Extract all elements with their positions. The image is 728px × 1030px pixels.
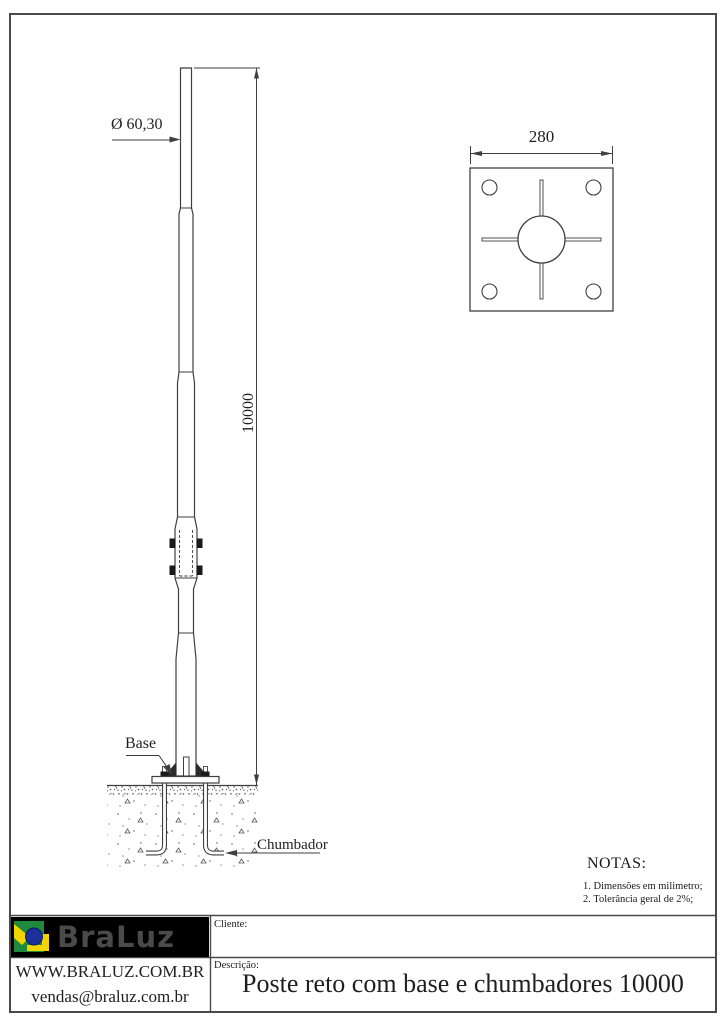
- diameter-label: Ø 60,30: [111, 116, 163, 133]
- company-logo: [11, 917, 209, 957]
- foundation-hatch: [107, 786, 258, 868]
- arrow-right: [170, 137, 181, 143]
- logo-wordmark: BraLuz: [57, 919, 175, 954]
- company-email: vendas@braluz.com.br: [31, 987, 189, 1006]
- base-plate-plan: [470, 168, 613, 311]
- plate-width-label: 280: [528, 127, 555, 146]
- diameter-leader: [112, 137, 181, 143]
- joint-bolt: [197, 566, 203, 576]
- logo-blue-globe: [26, 928, 43, 945]
- anchor-nut-left: [161, 772, 169, 777]
- braluz-logo-icon: [11, 918, 55, 956]
- company-website: WWW.BRALUZ.COM.BR: [15, 962, 205, 981]
- base-label: Base: [125, 735, 157, 752]
- notes-block: [583, 855, 713, 906]
- note-item-2: 2. Tolerância geral de 2%;: [583, 894, 694, 905]
- drawing-title: Poste reto com base e chumbadores 10000: [242, 969, 684, 998]
- notes-title: NOTAS:: [587, 855, 647, 872]
- plate-width-dimension: [471, 146, 613, 164]
- description-field-label: Descrição:: [214, 960, 259, 971]
- note-item-1: 1. Dimensões em milimetro;: [583, 881, 703, 892]
- base-plate-side: [152, 777, 219, 784]
- center-conduit: [184, 757, 190, 776]
- arrow-right: [601, 151, 613, 156]
- arrow-down: [254, 775, 259, 786]
- joint-bolt: [197, 539, 203, 549]
- joint-bolt: [170, 566, 176, 576]
- height-label: 10000: [240, 393, 257, 433]
- pole-elevation: [175, 68, 197, 776]
- base-assembly: [152, 757, 219, 783]
- anchor-label: Chumbador: [257, 837, 328, 853]
- arrow-left: [471, 151, 483, 156]
- joint-bolt: [170, 539, 176, 549]
- anchor-nut-right: [202, 772, 210, 777]
- client-field-label: Cliente:: [214, 919, 248, 930]
- arrow-up: [254, 68, 259, 79]
